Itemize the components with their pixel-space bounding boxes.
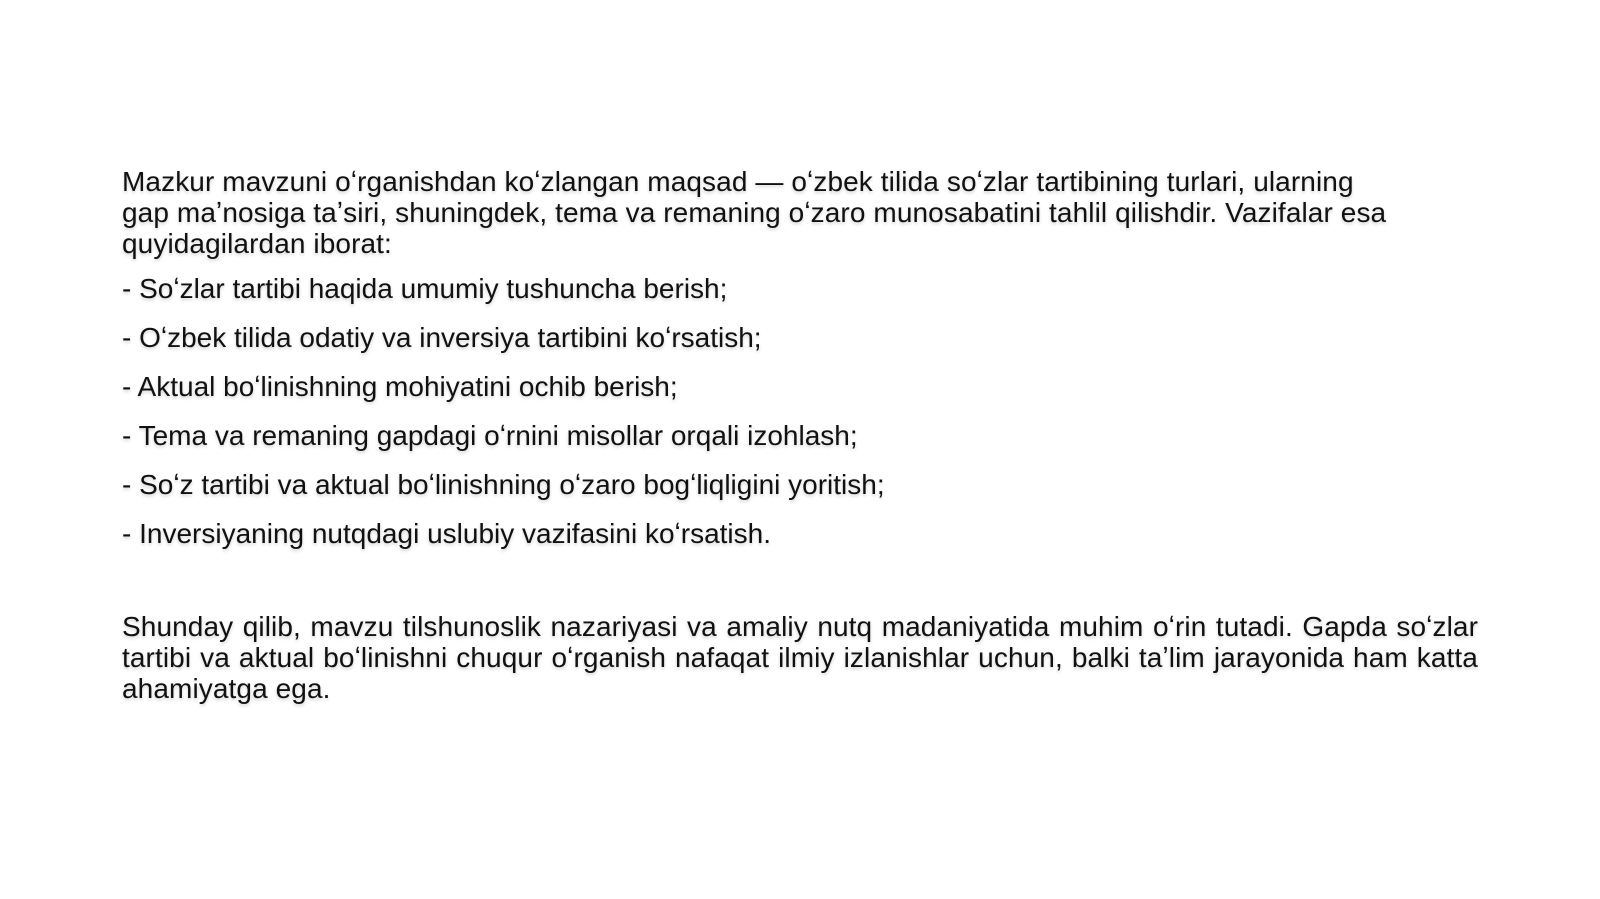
conclusion-paragraph: Shunday qilib, mavzu tilshunoslik nazariyasi va amaliy nutq madaniyatida muhim oʻrin tutadi. Gapda soʻzlar tartibi va aktual boʻlinishni chuqur oʻrganish nafaqat ilmiy izlanishlar uchun, balki taʼlim jarayonida ham katta ahamiyatga ega. [122, 611, 1478, 704]
task-item: - Soʻzlar tartibi haqida umumiy tushuncha berish; [122, 273, 728, 304]
task-item: - Tema va remaning gapdagi oʻrnini misollar orqali izohlash; [122, 420, 858, 451]
slide-content [122, 166, 1478, 704]
task-item: - Soʻz tartibi va aktual boʻlinishning oʻzaro bogʻliqligini yoritish; [122, 469, 885, 500]
task-item: - Aktual boʻlinishning mohiyatini ochib berish; [122, 371, 678, 402]
task-list [122, 273, 1478, 549]
intro-paragraph: Mazkur mavzuni oʻrganishdan koʻzlangan maqsad — oʻzbek tilida soʻzlar tartibining turlari, ularning gap maʼnosiga taʼsiri, shuningdek, tema va remaning oʻzaro munosabatini tahlil qilishdir. Vazifalar esa quyidagilardan iborat: [122, 166, 1387, 259]
task-item: - Inversiyaning nutqdagi uslubiy vazifasini koʻrsatish. [122, 518, 771, 549]
task-item: - Oʻzbek tilida odatiy va inversiya tartibini koʻrsatish; [122, 322, 762, 353]
